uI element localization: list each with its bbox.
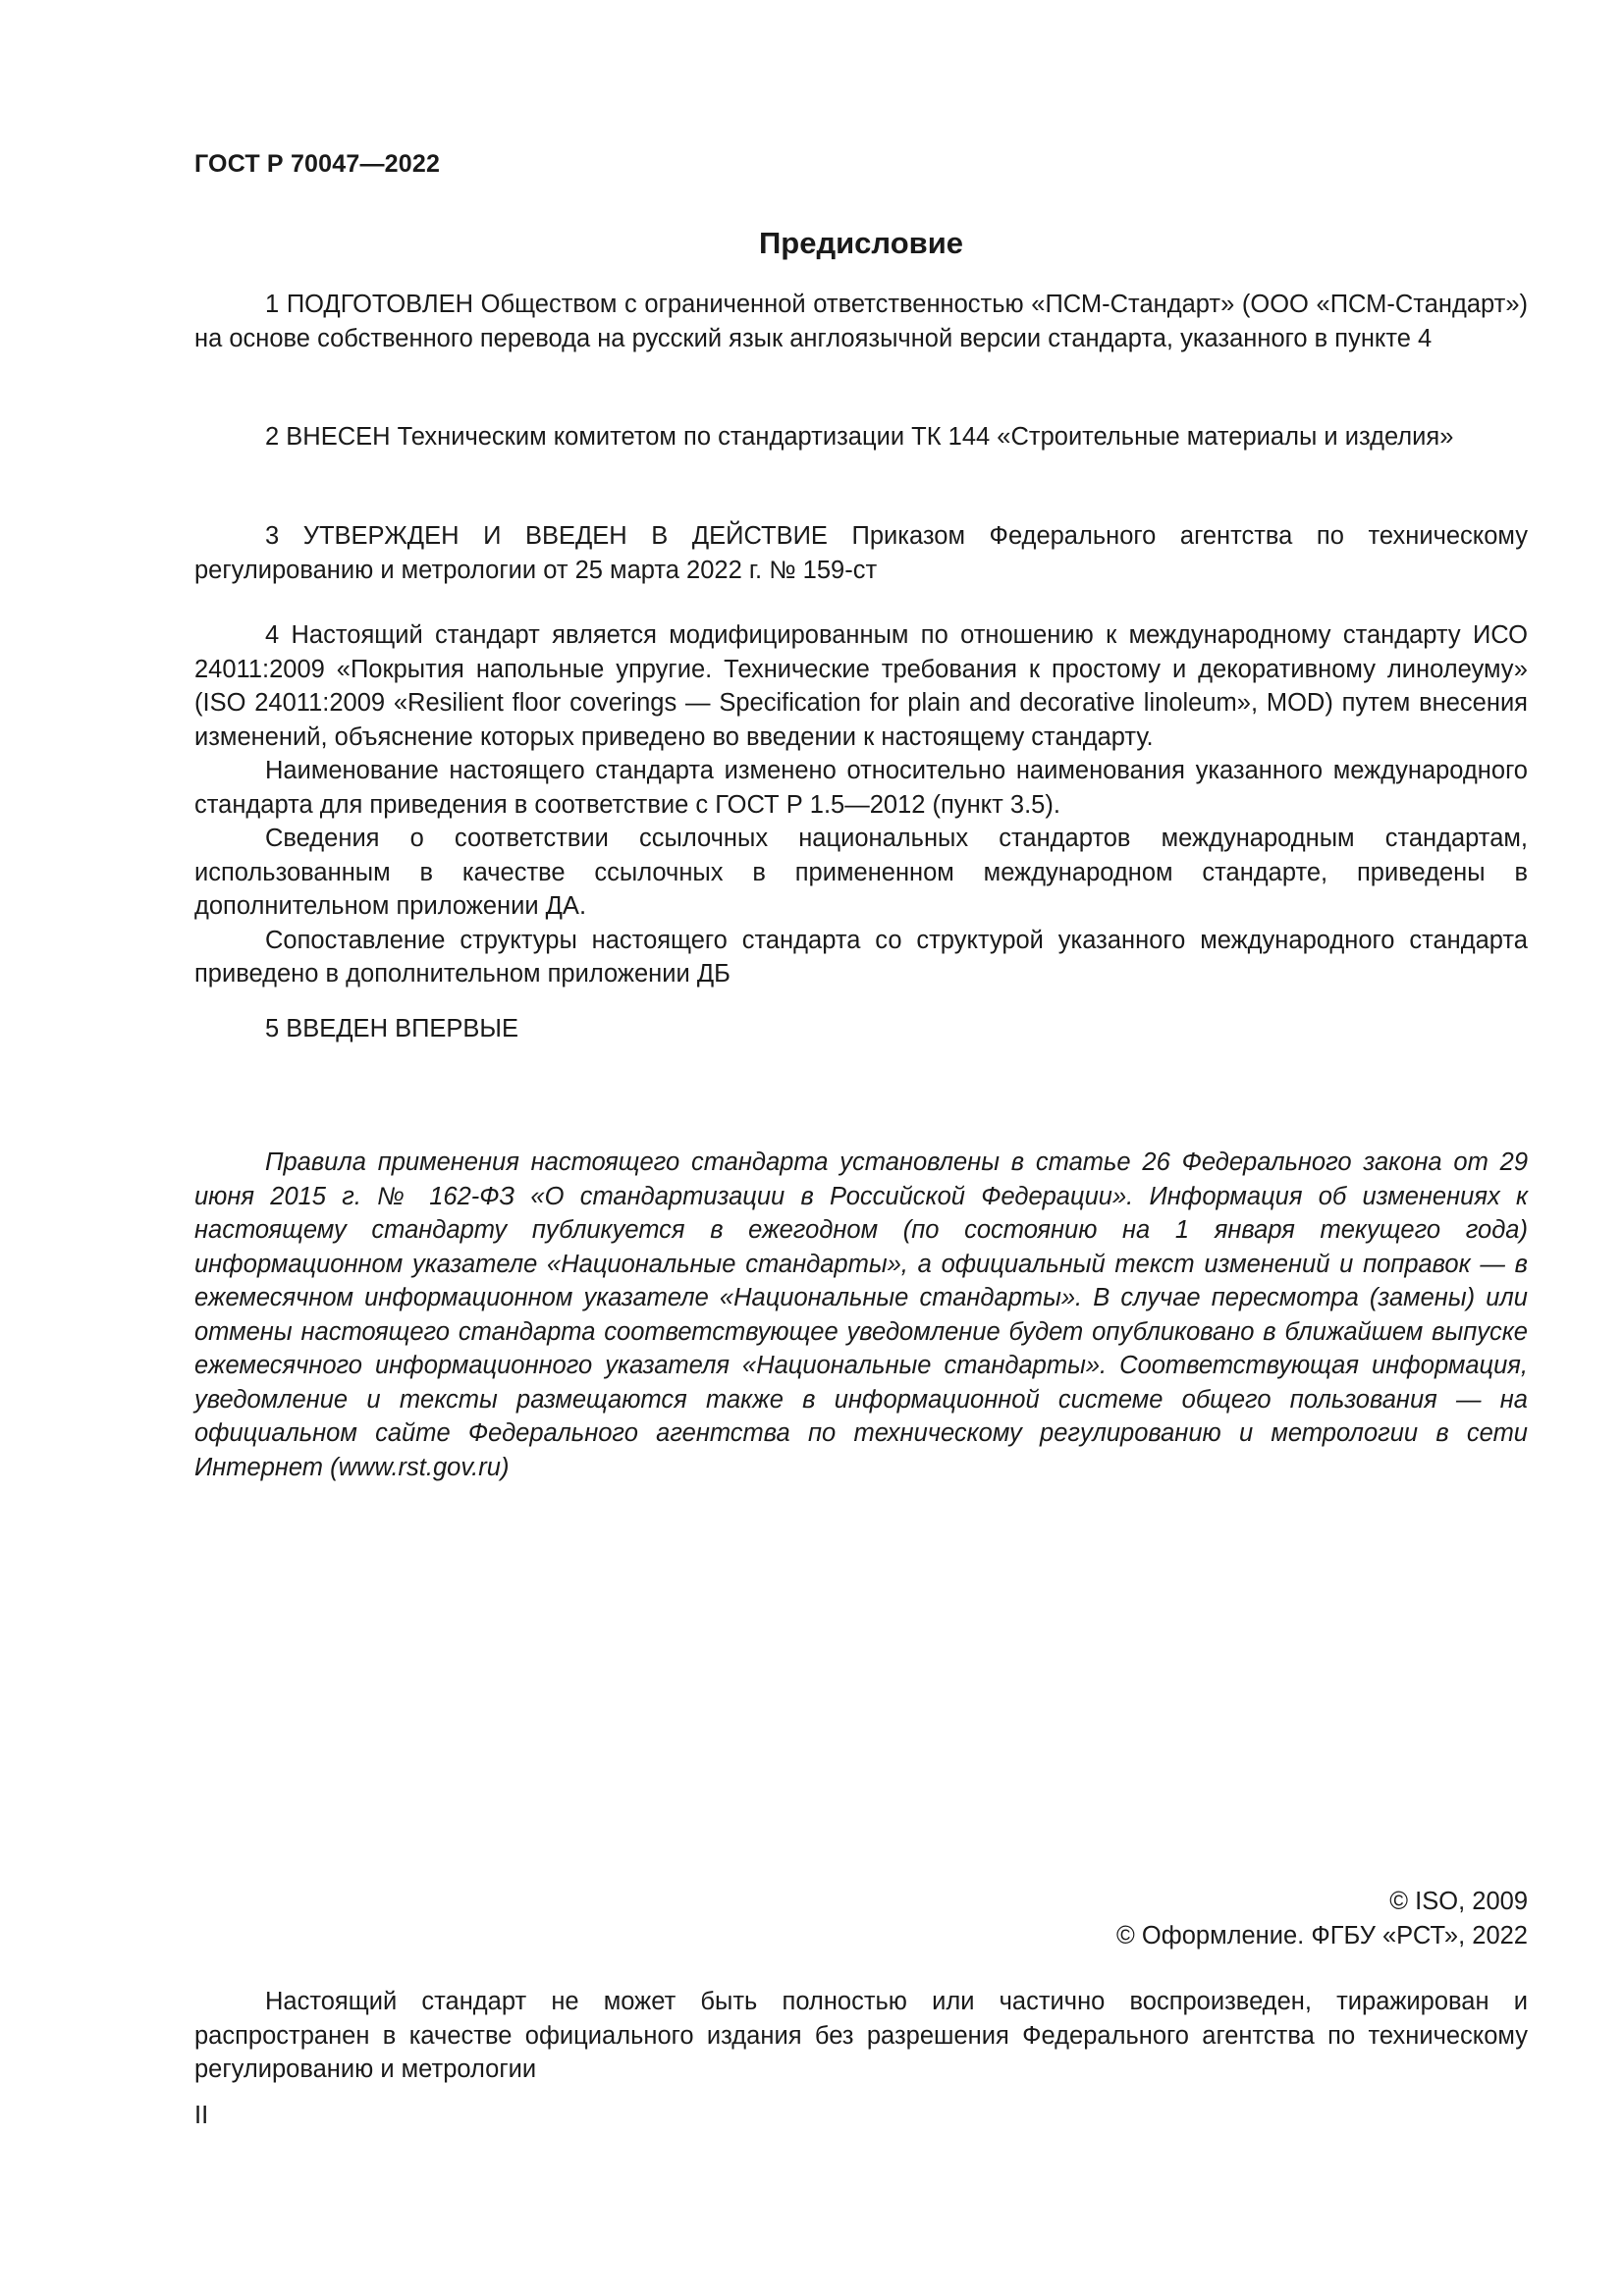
foreword-section-1 — [194, 288, 1528, 355]
foreword-section-5 — [194, 1012, 1528, 1046]
section-2-text: 2 ВНЕСЕН Техническим комитетом по стандартизации ТК 144 «Строительные материалы и изделия» — [265, 423, 1454, 451]
section-3-text: 3 УТВЕРЖДЕН И ВВЕДЕН В ДЕЙСТВИЕ Приказом Федерального агентства по техническому регулированию и метрологии от 25 марта 2022 г. № 159-ст — [194, 522, 1528, 584]
foreword-section-3 — [194, 519, 1528, 587]
notice-text: Правила применения настоящего стандарта установлены в статье 26 Федерального закона от 29 июня 2015 г. № 162-ФЗ «О стандартизации в Российской Федерации». Информация об изменениях к настоящему стандарту публикуется в ежегодном (по состоянию на 1 января текущего года) информационном указателе «Национальные стандарты», а официальный текст изменений и поправок — в ежемесячном информационном указателе «Национальные стандарты». В случае пересмотра (замены) или отмены настоящего стандарта соответствующее уведомление будет опубликовано в ближайшем выпуске ежемесячного информационного указателя «Национальные стандарты». Соответствующая информация, уведомление и тексты размещаются также в информационной системе общего пользования — на официальном сайте Федерального агентства по техническому регулированию и метрологии в сети Интернет (www.rst.gov.ru) — [194, 1148, 1528, 1481]
section-4-paragraph-3: Сведения о соответствии ссылочных национальных стандартов международным стандартам, использованным в качестве ссылочных в примененном международном стандарте, приведены в дополнительном приложении ДА. — [194, 825, 1528, 920]
section-4-paragraph-4: Сопоставление структуры настоящего стандарта со структурой указанного международного стандарта приведено в дополнительном приложении ДБ — [194, 926, 1528, 988]
section-4-paragraph-2: Наименование настоящего стандарта изменено относительно наименования указанного международного стандарта для приведения в соответствие с ГОСТ Р 1.5—2012 (пункт 3.5). — [194, 757, 1528, 819]
foreword-section-4 — [194, 618, 1528, 991]
reproduction-text: Настоящий стандарт не может быть полностью или частично воспроизведен, тиражирован и распространен в качестве официального издания без разрешения Федерального агентства по техническому регулированию и метрологии — [194, 1988, 1528, 2083]
section-4-paragraph-1: 4 Настоящий стандарт является модифицированным по отношению к международному стандарту ИСО 24011:2009 «Покрытия напольные упругие. Технические требования к простому и декоративному линолеуму» (ISO 24011:2009 «Resilient floor coverings — Specification for plain and decorative linoleum», MOD) путем внесения изменений, объяснение которых приведено во введении к настоящему стандарту. — [194, 621, 1528, 751]
copyright-design: © Оформление. ФГБУ «РСТ», 2022 — [1116, 1921, 1528, 1949]
section-1-text: 1 ПОДГОТОВЛЕН Обществом с ограниченной ответственностью «ПСМ-Стандарт» (ООО «ПСМ-Стандарт») на основе собственного перевода на русский язык англоязычной версии стандарта, указанного в пункте 4 — [194, 291, 1528, 352]
copyright-block — [194, 1885, 1528, 1952]
section-5-text: 5 ВВЕДЕН ВПЕРВЫЕ — [265, 1015, 519, 1042]
reproduction-notice — [194, 1985, 1528, 2087]
document-code: ГОСТ Р 70047—2022 — [194, 150, 441, 178]
application-rules-notice — [194, 1146, 1528, 1484]
copyright-iso: © ISO, 2009 — [1389, 1888, 1528, 1915]
foreword-section-2 — [194, 420, 1528, 454]
page-number: II — [194, 2102, 209, 2129]
page-title: Предисловие — [758, 226, 963, 260]
